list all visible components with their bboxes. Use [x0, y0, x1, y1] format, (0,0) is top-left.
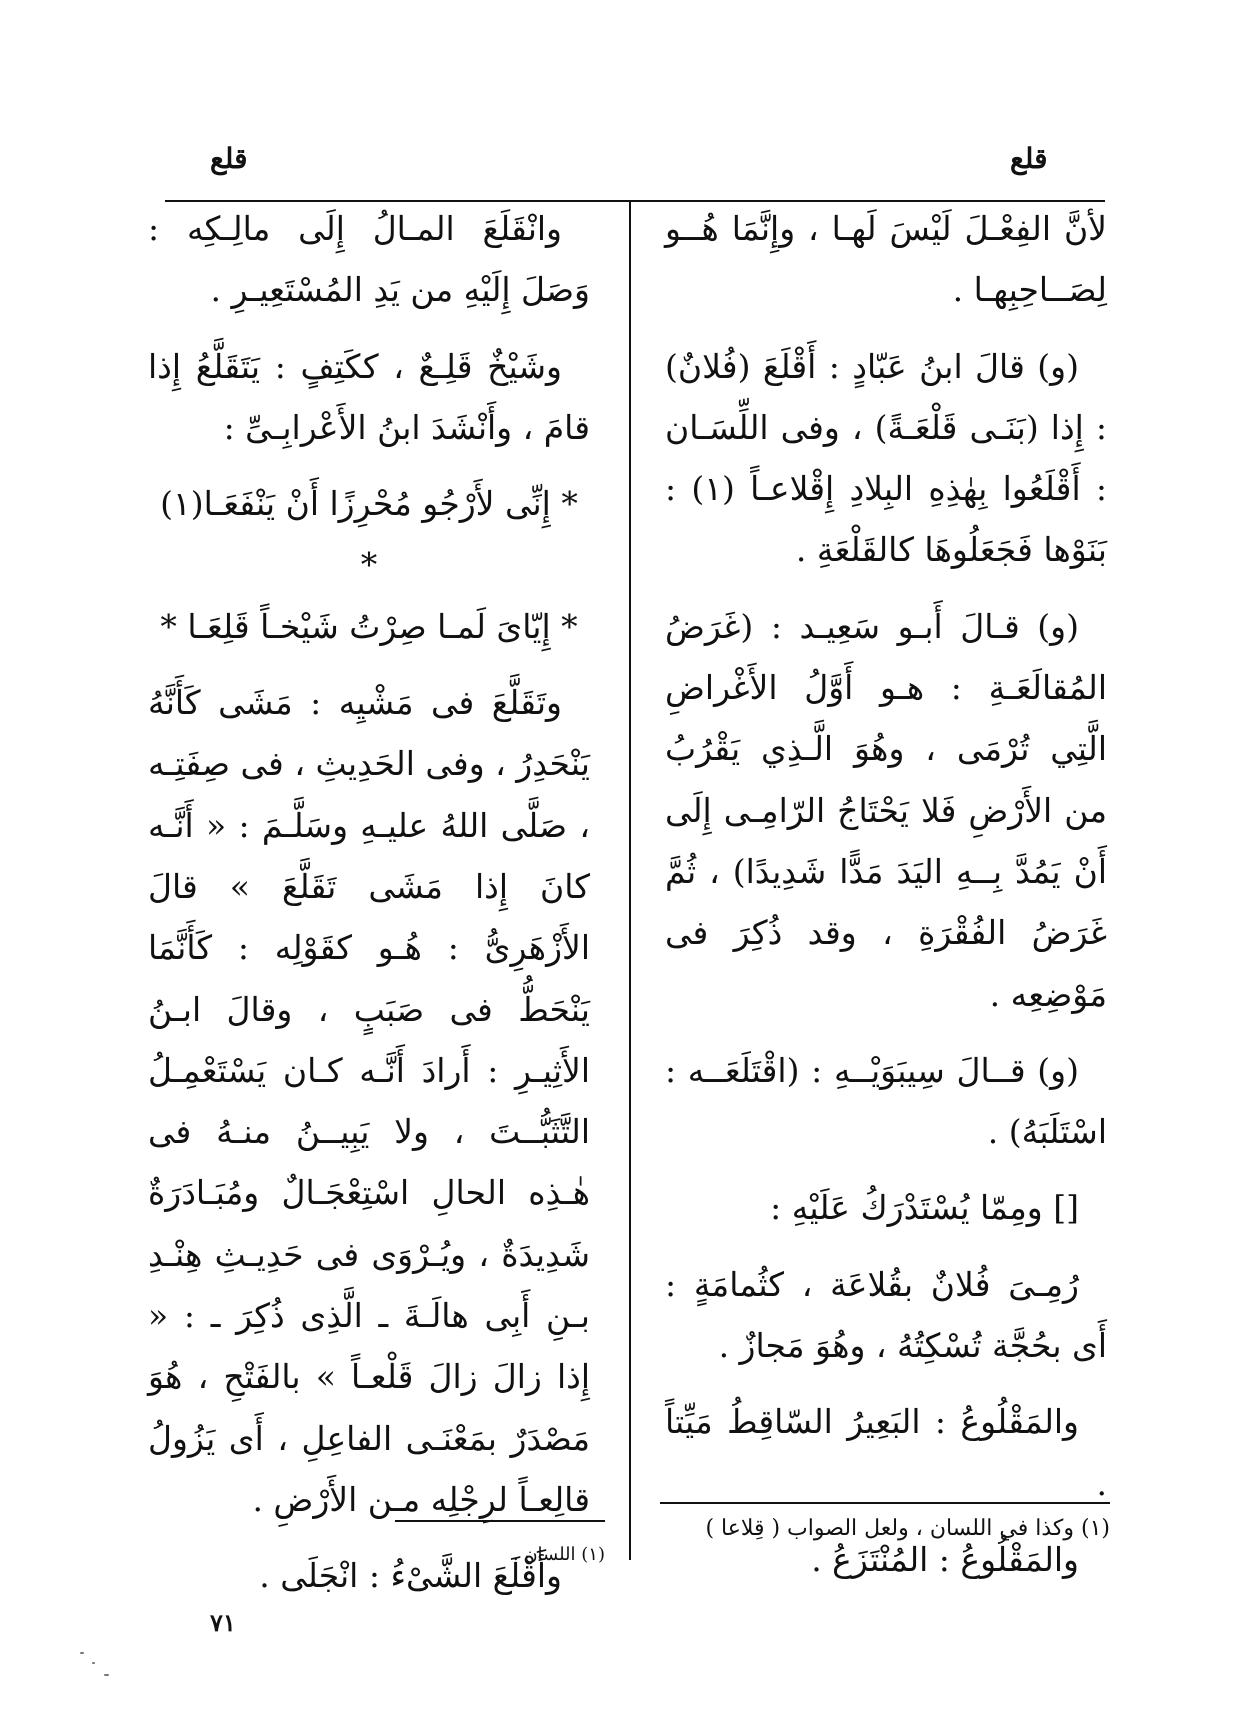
right-paragraph: والمَقْلُوعُ : البَعِيرُ السّاقِطُ مَيِّتاً .: [665, 1402, 1107, 1503]
footnote-rule-left: [395, 1520, 605, 1522]
scan-speck: [80, 1652, 84, 1654]
page-number: ٧١: [210, 1608, 236, 1637]
right-paragraph: (و) قالَ ابنُ عَبّادٍ : أَقْلَعَ (فُلانٌ) : إِذا (بَنَـى قَلْعَـةً) ، وفى اللِّسَـان : أَقْلَعُوا بِهٰذِهِ البِلادِ إِقْلاعـاً (١) : بَنَوْها فَجَعَلُوهَا كالقَلْعَةِ .: [665, 346, 1108, 570]
running-head-right: قلع: [1010, 142, 1048, 175]
right-paragraph: (و) قــالَ سِيبَوَيْــهِ : (اقْتَلَعَــه : اسْتَلَبَهُ) .: [665, 1050, 1107, 1152]
right-paragraph: رُمِـىَ فُلانٌ بقُلاعَة ، كثُمامَةٍ : أَى بحُجَّة تُسْكِتُهُ ، وهُوَ مَجازٌ .: [665, 1264, 1107, 1366]
column-divider: [629, 200, 631, 1560]
left-paragraph: وأَقْلَعَ الشَّىْءُ : انْجَلَى .: [259, 1556, 562, 1596]
poem-verse: * إِيّاىَ لَمـا صِرْتُ شَيْخـاً قَلِعَـا *: [160, 606, 578, 646]
left-paragraph: وانْقَلَعَ المـالُ إِلَى مالِـكِه : وَصَلَ إِلَيْهِ من يَدِ المُسْتَعِيـرِ .: [148, 209, 590, 310]
left-paragraph: وتَقَلَّعَ فى مَشْيِه : مَشَى كَأَنَّهُ يَنْحَدِرُ ، وفى الحَدِيثِ ، فى صِفَتِـه ، صَلَّى اللهُ عليـهِ وسَلَّـمَ : « أَنَّـه كانَ إِذا مَشَى تَقَلَّعَ » قالَ الأَزْهَرِىُّ : هُـو كقَوْلِه : كَأَنَّمَا يَنْحَطُّ فى صَبَبٍ ، وقالَ ابـنُ الأَثِيـرِ : أَرادَ أَنَّـه كـان يَسْتَعْمِـلُ التَّثَبُّــتَ ، ولا يَبِيــنُ منـهُ فى هٰـذِه الحالِ اسْتِعْجَـالٌ ومُبَـادَرَةٌ شَدِيدَةٌ ، ويُـرْوَى فى حَدِيـثِ هِنْـدِ بـنِ أَبِى هالَـةَ ـ الَّذِى ذُكِرَ ـ : « إِذا زالَ زالَ قَلْعـاً » بالفَتْحِ ، هُوَ مَصْدَرٌ بمَعْنَـى الفاعِلِ ، أَى يَزُولُ قالِعـاً لرِجْلِه مـن الأَرْضِ .: [148, 683, 590, 1519]
right-paragraph: [] ومِمّا يُسْتَدْرَكُ عَلَيْهِ :: [770, 1188, 1079, 1228]
scan-speck: [104, 1674, 109, 1676]
running-head-left: قلع: [210, 142, 248, 175]
scan-speck: [92, 1662, 95, 1664]
right-paragraph: والمَقْلُوعُ : المُنْتَزَعُ .: [811, 1539, 1079, 1579]
footnote-rule-right: [660, 1502, 1110, 1504]
poem-verse: * إِنِّى لأَرْجُو مُحْرِزًا أَنْ يَنْفَعَـا(١) *: [160, 484, 578, 585]
footnote-left: (١) اللسان .: [512, 1544, 605, 1565]
right-column: [665, 198, 1107, 1605]
left-paragraph: وشَيْخٌ قَلِـعٌ ، ككَتِفٍ : يَتَقَلَّعُ إِذا قامَ ، وأَنْشَدَ ابنُ الأَعْرابِـىِّ :: [148, 346, 590, 447]
right-paragraph: (و) قـالَ أَبـو سَعِيـد : (غَرَضُ المُقالَعَـةِ : هـو أَوَّلُ الأَغْراضِ الَّتِي تُرْمَى ، وهُوَ الَّـذِي يَقْرُبُ من الأَرْضِ فَلا يَحْتَاجُ الرّامِـى إِلَى أَنْ يَمُدَّ بِــهِ اليَدَ مَدًّا شَدِيدًا) ، ثُمَّ غَرَضُ الفُقْرَةِ ، وقد ذُكِرَ فى مَوْضِعِه .: [665, 606, 1107, 1014]
right-paragraph: لأنَّ الفِعْـلَ لَيْسَ لَهـا ، وإِنَّمَا هُــو لِصَــاحِبِهـا .: [665, 209, 1107, 310]
left-column: [148, 198, 590, 1622]
footnote-right: (١) وكذا في اللسان ، ولعل الصواب ( قِلاعا ): [705, 1516, 1110, 1541]
